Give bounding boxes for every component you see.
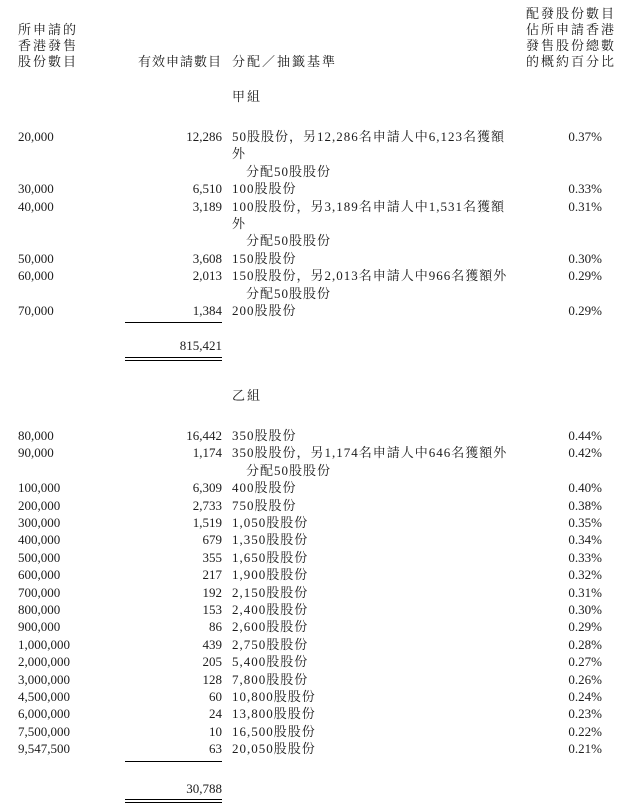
percentage-cell: 0.31% [568,584,602,600]
header-applied-shares-line3: 股份數目 [18,54,79,69]
valid-applications-cell: 12,286 [186,129,222,144]
allocation-basis-cell [232,479,510,496]
valid-applications-cell: 24 [209,706,222,722]
allocation-basis-cell [232,250,510,267]
percentage-cell: 0.40% [568,480,602,496]
allocation-basis-text: 1,050股股份 [232,514,309,530]
percentage-cell: 0.33% [568,181,602,197]
allocation-basis-continuation: 分配50股股份 [246,233,332,249]
allocation-basis-cell [232,688,510,705]
allocation-basis-text: 2,150股股份 [232,584,309,600]
valid-applications-cell: 192 [202,584,222,600]
header-allotment-percentage-line3: 發售股份總數 [525,38,616,53]
allocation-basis-cell [232,497,510,514]
group-title: 甲組 [232,89,263,104]
applied-shares-cell: 200,000 [18,497,61,513]
percentage-cell: 0.33% [568,549,602,565]
applied-shares-cell: 30,000 [18,181,54,197]
valid-applications-cell: 439 [202,636,222,652]
group-title: 乙組 [232,387,263,403]
valid-applications-cell: 86 [209,619,222,635]
allocation-basis-text: 16,500股股份 [232,723,316,739]
allocation-basis-text: 100股股份 [232,181,297,197]
applied-shares-cell: 6,000,000 [18,706,70,722]
header-applied-shares [18,22,125,70]
allocation-basis-cell [232,723,510,740]
valid-applications-cell: 6,510 [192,181,222,197]
valid-applications-cell: 679 [202,532,222,548]
allocation-basis-text: 10,800股股份 [232,688,316,704]
table-row [18,653,602,670]
valid-applications-cell: 205 [202,654,222,670]
allocation-basis-text: 7,800股股份 [232,671,309,687]
applied-shares-cell: 90,000 [18,445,54,461]
applied-shares-cell: 400,000 [18,532,61,548]
allocation-basis-cell [232,427,510,444]
valid-applications-cell: 6,309 [192,480,222,496]
valid-applications-cell: 60 [209,688,222,704]
allocation-basis-cell [232,128,510,180]
table-row [18,671,602,688]
applied-shares-cell: 40,000 [18,198,54,214]
table-row [18,636,602,653]
table-row [18,740,602,757]
valid-applications-cell: 153 [202,601,222,617]
allocation-basis-text: 5,400股股份 [232,654,309,670]
header-applied-shares-line2: 香港發售 [18,38,79,53]
allocation-basis-text: 13,800股股份 [232,706,316,722]
percentage-cell: 0.32% [568,567,602,583]
allocation-basis-text: 400股股份 [232,480,297,496]
valid-applications-cell: 3,608 [192,250,222,266]
valid-applications-cell: 1,174 [192,445,222,461]
percentage-cell: 0.21% [568,741,602,757]
table-row [18,618,602,635]
allocation-basis-text: 1,650股股份 [232,549,309,565]
header-applied-shares-line1: 所申請的 [18,22,79,37]
table-row [18,566,602,583]
applied-shares-cell: 1,000,000 [18,636,70,652]
allocation-basis-cell [232,705,510,722]
table-body [18,88,602,803]
group-rows [18,427,602,758]
allocation-basis-cell [232,444,510,479]
percentage-cell: 0.28% [568,636,602,652]
header-allotment-percentage-line1: 配發股份數目 [525,6,616,21]
allocation-basis-text: 150股股份，另2,013名申請人中966名獲額外 [232,268,508,284]
applied-shares-cell: 900,000 [18,619,61,635]
allocation-basis-text: 1,350股股份 [232,532,309,548]
percentage-cell: 0.29% [568,303,602,319]
allocation-basis-cell [232,601,510,618]
percentage-cell: 0.35% [568,514,602,530]
allocation-basis-cell [232,514,510,531]
percentage-cell: 0.30% [568,601,602,617]
table-row [18,250,602,267]
applied-shares-cell: 70,000 [18,303,54,319]
valid-applications-cell: 16,442 [186,427,222,443]
total-spacer [18,780,125,797]
applied-shares-cell: 20,000 [18,129,54,144]
total-rule-double [125,357,222,361]
allocation-basis-cell [232,302,510,319]
percentage-cell: 0.30% [568,250,602,266]
applied-shares-cell: 9,547,500 [18,741,70,757]
table-row [18,427,602,444]
applied-shares-cell: 600,000 [18,567,61,583]
applied-shares-cell: 500,000 [18,549,61,565]
table-row [18,584,602,601]
allocation-basis-text: 2,600股股份 [232,619,309,635]
table-row [18,514,602,531]
table-row [18,267,602,302]
header-allotment-percentage [510,6,616,70]
percentage-cell: 0.37% [568,129,602,144]
applied-shares-cell: 60,000 [18,268,54,284]
allocation-basis-text: 200股股份 [232,303,297,319]
table-row [18,549,602,566]
allocation-basis-cell [232,267,510,302]
allocation-basis-text: 2,400股股份 [232,601,309,617]
percentage-cell: 0.24% [568,688,602,704]
valid-applications-cell: 355 [202,549,222,565]
percentage-cell: 0.23% [568,706,602,722]
allocation-basis-text: 750股股份 [232,497,297,513]
valid-applications-cell: 1,384 [192,303,222,319]
total-rule-top [125,761,222,762]
table-row [18,497,602,514]
allocation-basis-text: 50股股份，另12,286名申請人中6,123名獲額外 [232,129,506,162]
applied-shares-cell: 300,000 [18,514,61,530]
group-total-row [18,780,602,797]
header-allocation-basis: 分配／抽籤基準 [232,54,338,69]
applied-shares-cell: 4,500,000 [18,688,70,704]
applied-shares-cell: 3,000,000 [18,671,70,687]
table-row [18,479,602,496]
header-allotment-percentage-line2: 佔所申請香港 [525,22,616,37]
allocation-basis-text: 2,750股股份 [232,636,309,652]
table-row [18,444,602,479]
group-total-value: 30,788 [186,780,222,796]
allocation-basis-text: 100股股份，另3,189名申請人中1,531名獲額外 [232,198,506,232]
valid-applications-cell: 2,733 [192,497,222,513]
allocation-basis-continuation: 分配50股股份 [246,285,332,301]
percentage-cell: 0.42% [568,445,602,461]
applied-shares-cell: 7,500,000 [18,723,70,739]
table-row [18,302,602,319]
allocation-basis-cell [232,549,510,566]
table-row [18,531,602,548]
percentage-cell: 0.26% [568,671,602,687]
percentage-cell: 0.34% [568,532,602,548]
applied-shares-cell: 50,000 [18,250,54,266]
allocation-basis-continuation: 分配50股股份 [246,163,332,179]
allocation-basis-cell [232,180,510,197]
table-row [18,198,602,250]
allocation-basis-cell [232,566,510,583]
percentage-cell: 0.38% [568,497,602,513]
table-row [18,128,602,180]
valid-applications-cell: 217 [202,567,222,583]
percentage-cell: 0.44% [568,427,602,443]
group-total-value: 815,421 [179,338,222,354]
valid-applications-cell: 1,519 [192,514,222,530]
percentage-cell: 0.29% [568,268,602,284]
allocation-basis-cell [232,671,510,688]
table-row [18,705,602,722]
allotment-table [18,0,616,803]
percentage-cell: 0.27% [568,654,602,670]
allocation-basis-cell [232,740,510,757]
applied-shares-cell: 2,000,000 [18,654,70,670]
allocation-basis-cell [232,198,510,250]
percentage-cell: 0.29% [568,619,602,635]
allocation-basis-text: 150股股份 [232,250,297,266]
total-spacer [18,337,125,354]
valid-applications-cell: 2,013 [192,268,222,284]
allocation-basis-cell [232,636,510,653]
allocation-basis-cell [232,618,510,635]
allocation-basis-continuation: 分配50股股份 [246,462,332,478]
group-rows [18,128,602,319]
percentage-cell: 0.31% [568,198,602,214]
allocation-basis-cell [232,531,510,548]
table-row [18,601,602,618]
allocation-basis-text: 350股股份，另1,174名申請人中646名獲額外 [232,445,508,461]
percentage-cell: 0.22% [568,723,602,739]
valid-applications-cell: 3,189 [192,198,222,214]
valid-applications-cell: 128 [202,671,222,687]
valid-applications-cell: 10 [209,723,222,739]
table-row [18,723,602,740]
group-total-row [18,337,602,354]
applied-shares-cell: 800,000 [18,601,61,617]
allocation-basis-text: 20,050股股份 [232,741,316,757]
allocation-basis-cell [232,584,510,601]
header-allotment-percentage-line4: 的概約百分比 [525,54,616,69]
allocation-basis-cell [232,653,510,670]
valid-applications-cell: 63 [209,741,222,757]
header-valid-applications: 有效申請數目 [137,54,222,69]
allocation-basis-text: 1,900股股份 [232,567,309,583]
applied-shares-cell: 700,000 [18,584,61,600]
table-row [18,688,602,705]
allocation-basis-text: 350股股份 [232,427,297,443]
total-rule-top [125,322,222,323]
total-rule-double [125,799,222,803]
applied-shares-cell: 100,000 [18,480,61,496]
applied-shares-cell: 80,000 [18,427,54,443]
table-row [18,180,602,197]
table-header [18,0,616,70]
